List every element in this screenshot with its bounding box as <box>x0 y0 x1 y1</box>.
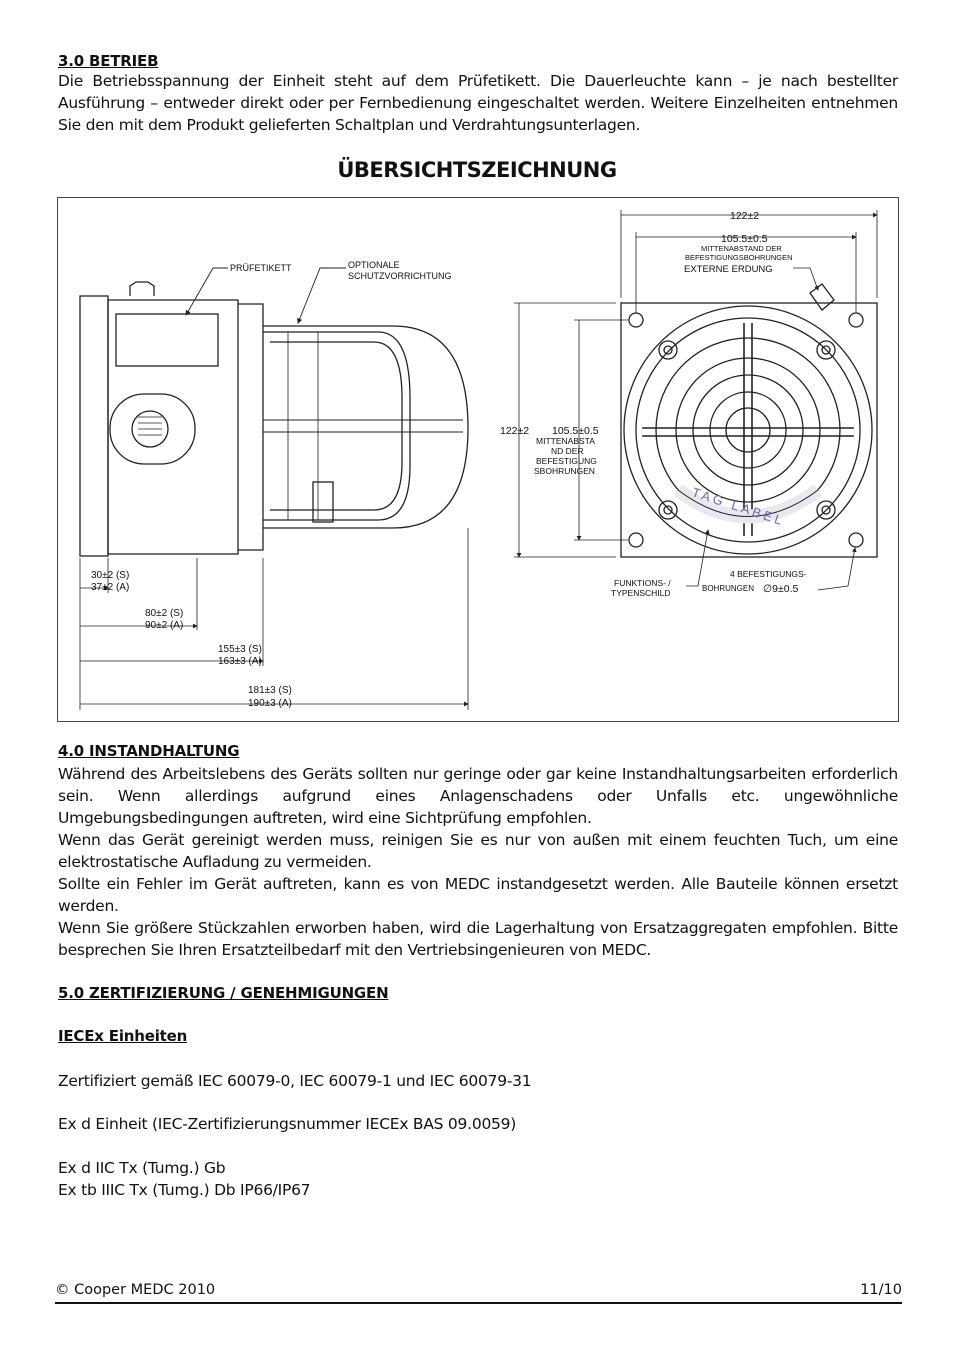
instandhaltung-p4: Wenn Sie größere Stückzahlen erworben haben, wird die Lagerhaltung von Ersatzaggregaten empfohlen. Bitte besprechen Sie Ihren Ersatzteilbedarf mit den Vertriebsingenieuren von MEDC. <box>58 919 898 959</box>
section-heading-instandhaltung: 4.0 INSTANDHALTUNG <box>58 742 240 760</box>
dim-181: 181±3 (S) <box>248 685 292 696</box>
footer-page-number: 11/10 <box>860 1282 902 1298</box>
label-mitte-l4: SBOHRUNGEN <box>534 466 595 476</box>
side-view-labels <box>186 260 452 323</box>
footer-copyright: © Cooper MEDC 2010 <box>55 1282 216 1298</box>
cert-line-2: Ex d Einheit (IEC-Zertifizierungsnummer IECEx BAS 09.0059) <box>58 1115 517 1133</box>
label-mittenabstand-1: MITTENABSTAND DER <box>701 244 782 253</box>
section-heading-betrieb: 3.0 BETRIEB <box>58 52 159 70</box>
dim-122-left: 122±2 <box>500 425 530 437</box>
dim-30: 30±2 (S) <box>91 570 130 581</box>
subheading-iecex: IECEx Einheiten <box>58 1027 188 1045</box>
overview-drawing <box>57 197 899 722</box>
label-bohrungen: BOHRUNGEN <box>702 584 755 593</box>
label-funktions: FUNKTIONS- / <box>614 578 671 588</box>
label-mitte-l1: MITTENABSTA <box>536 436 595 446</box>
side-dimensions <box>80 528 468 710</box>
hole-tl <box>629 313 643 327</box>
section-heading-zertifizierung: 5.0 ZERTIFIZIERUNG / GENEHMIGUNGEN <box>58 984 389 1002</box>
cert-line-1: Zertifiziert gemäß IEC 60079-0, IEC 60079-1 und IEC 60079-31 <box>58 1072 532 1090</box>
drawing-svg <box>58 198 900 723</box>
hole-tr <box>849 313 863 327</box>
dim-190: 190±3 (A) <box>248 698 292 709</box>
betrieb-paragraph: Die Betriebsspannung der Einheit steht auf dem Prüfetikett. Die Dauerleuchte kann – je nach bestellter Ausführung – entweder direkt oder per Fernbedienung eingeschaltet werden. Weitere Einzelheiten entnehmen Sie den mit dem Produkt gelieferten Schaltplan und Verdrahtungsunterlagen. <box>58 72 898 134</box>
label-plate-outline <box>116 314 218 366</box>
dim-122-top: 122±2 <box>730 210 760 222</box>
tag-label-text: TAG LABEL <box>690 484 787 529</box>
label-schutzvorrichtung: SCHUTZVORRICHTUNG <box>348 271 452 281</box>
drawing-title: ÜBERSICHTSZEICHNUNG <box>337 158 617 182</box>
front-dimension-labels <box>500 210 807 598</box>
label-pruefetikett: PRÜFETIKETT <box>230 263 292 273</box>
dim-37: 37±2 (A) <box>91 582 130 593</box>
label-typenschild: TYPENSCHILD <box>611 588 671 598</box>
cable-gland <box>130 282 154 296</box>
hole-br <box>849 533 863 547</box>
back-flange <box>80 296 108 556</box>
cert-line-3: Ex d IIC Tx (Tumg.) Gb <box>58 1159 226 1177</box>
dim-155: 155±3 (S) <box>218 644 262 655</box>
dome <box>263 332 410 520</box>
label-mitte-l2: ND DER <box>551 446 584 456</box>
dim-hole: ∅9±0.5 <box>763 583 799 595</box>
label-mitte-l3: BEFESTIGUNG <box>536 456 597 466</box>
ground-lug <box>810 284 834 310</box>
label-optionale: OPTIONALE <box>348 260 400 270</box>
label-4-befestigungs: 4 BEFESTIGUNGS- <box>730 569 807 579</box>
footer-rule <box>55 1302 902 1304</box>
dim-1055-top: 105.5±0.5 <box>721 233 768 245</box>
dim-163: 163±3 (A) <box>218 656 262 667</box>
dim-90: 90±2 (A) <box>145 620 184 631</box>
instandhaltung-p2: Wenn das Gerät gereinigt werden muss, reinigen Sie es nur von außen mit einem feuchten Tuch, um eine elektrostatische Aufladung zu vermeiden. <box>58 831 898 871</box>
label-externe-erdung: EXTERNE ERDUNG <box>684 264 773 275</box>
hole-bl <box>629 533 643 547</box>
instandhaltung-p1: Während des Arbeitslebens des Geräts sollten nur geringe oder gar keine Instandhaltungsarbeiten erforderlich sein. Wenn allerdings aufgrund eines Anlagenschadens oder Unfalls etc. ungewöhnliche Umgebungsbedingungen auftreten, wird eine Sichtprüfung empfohlen. <box>58 765 898 827</box>
label-mittenabstand-2: BEFESTIGUNGSBOHRUNGEN <box>685 253 793 262</box>
dim-1055-left: 105.5±0.5 <box>552 425 599 437</box>
side-dimension-labels <box>91 570 292 709</box>
side-view <box>80 282 468 556</box>
body-collar <box>238 304 263 550</box>
dim-80: 80±2 (S) <box>145 608 184 619</box>
guard-outer <box>263 326 468 528</box>
cert-line-4: Ex tb IIIC Tx (Tumg.) Db IP66/IP67 <box>58 1181 311 1199</box>
instandhaltung-p3: Sollte ein Fehler im Gerät auftreten, kann es von MEDC instandgesetzt werden. Alle Bauteile können ersetzt werden. <box>58 875 898 915</box>
